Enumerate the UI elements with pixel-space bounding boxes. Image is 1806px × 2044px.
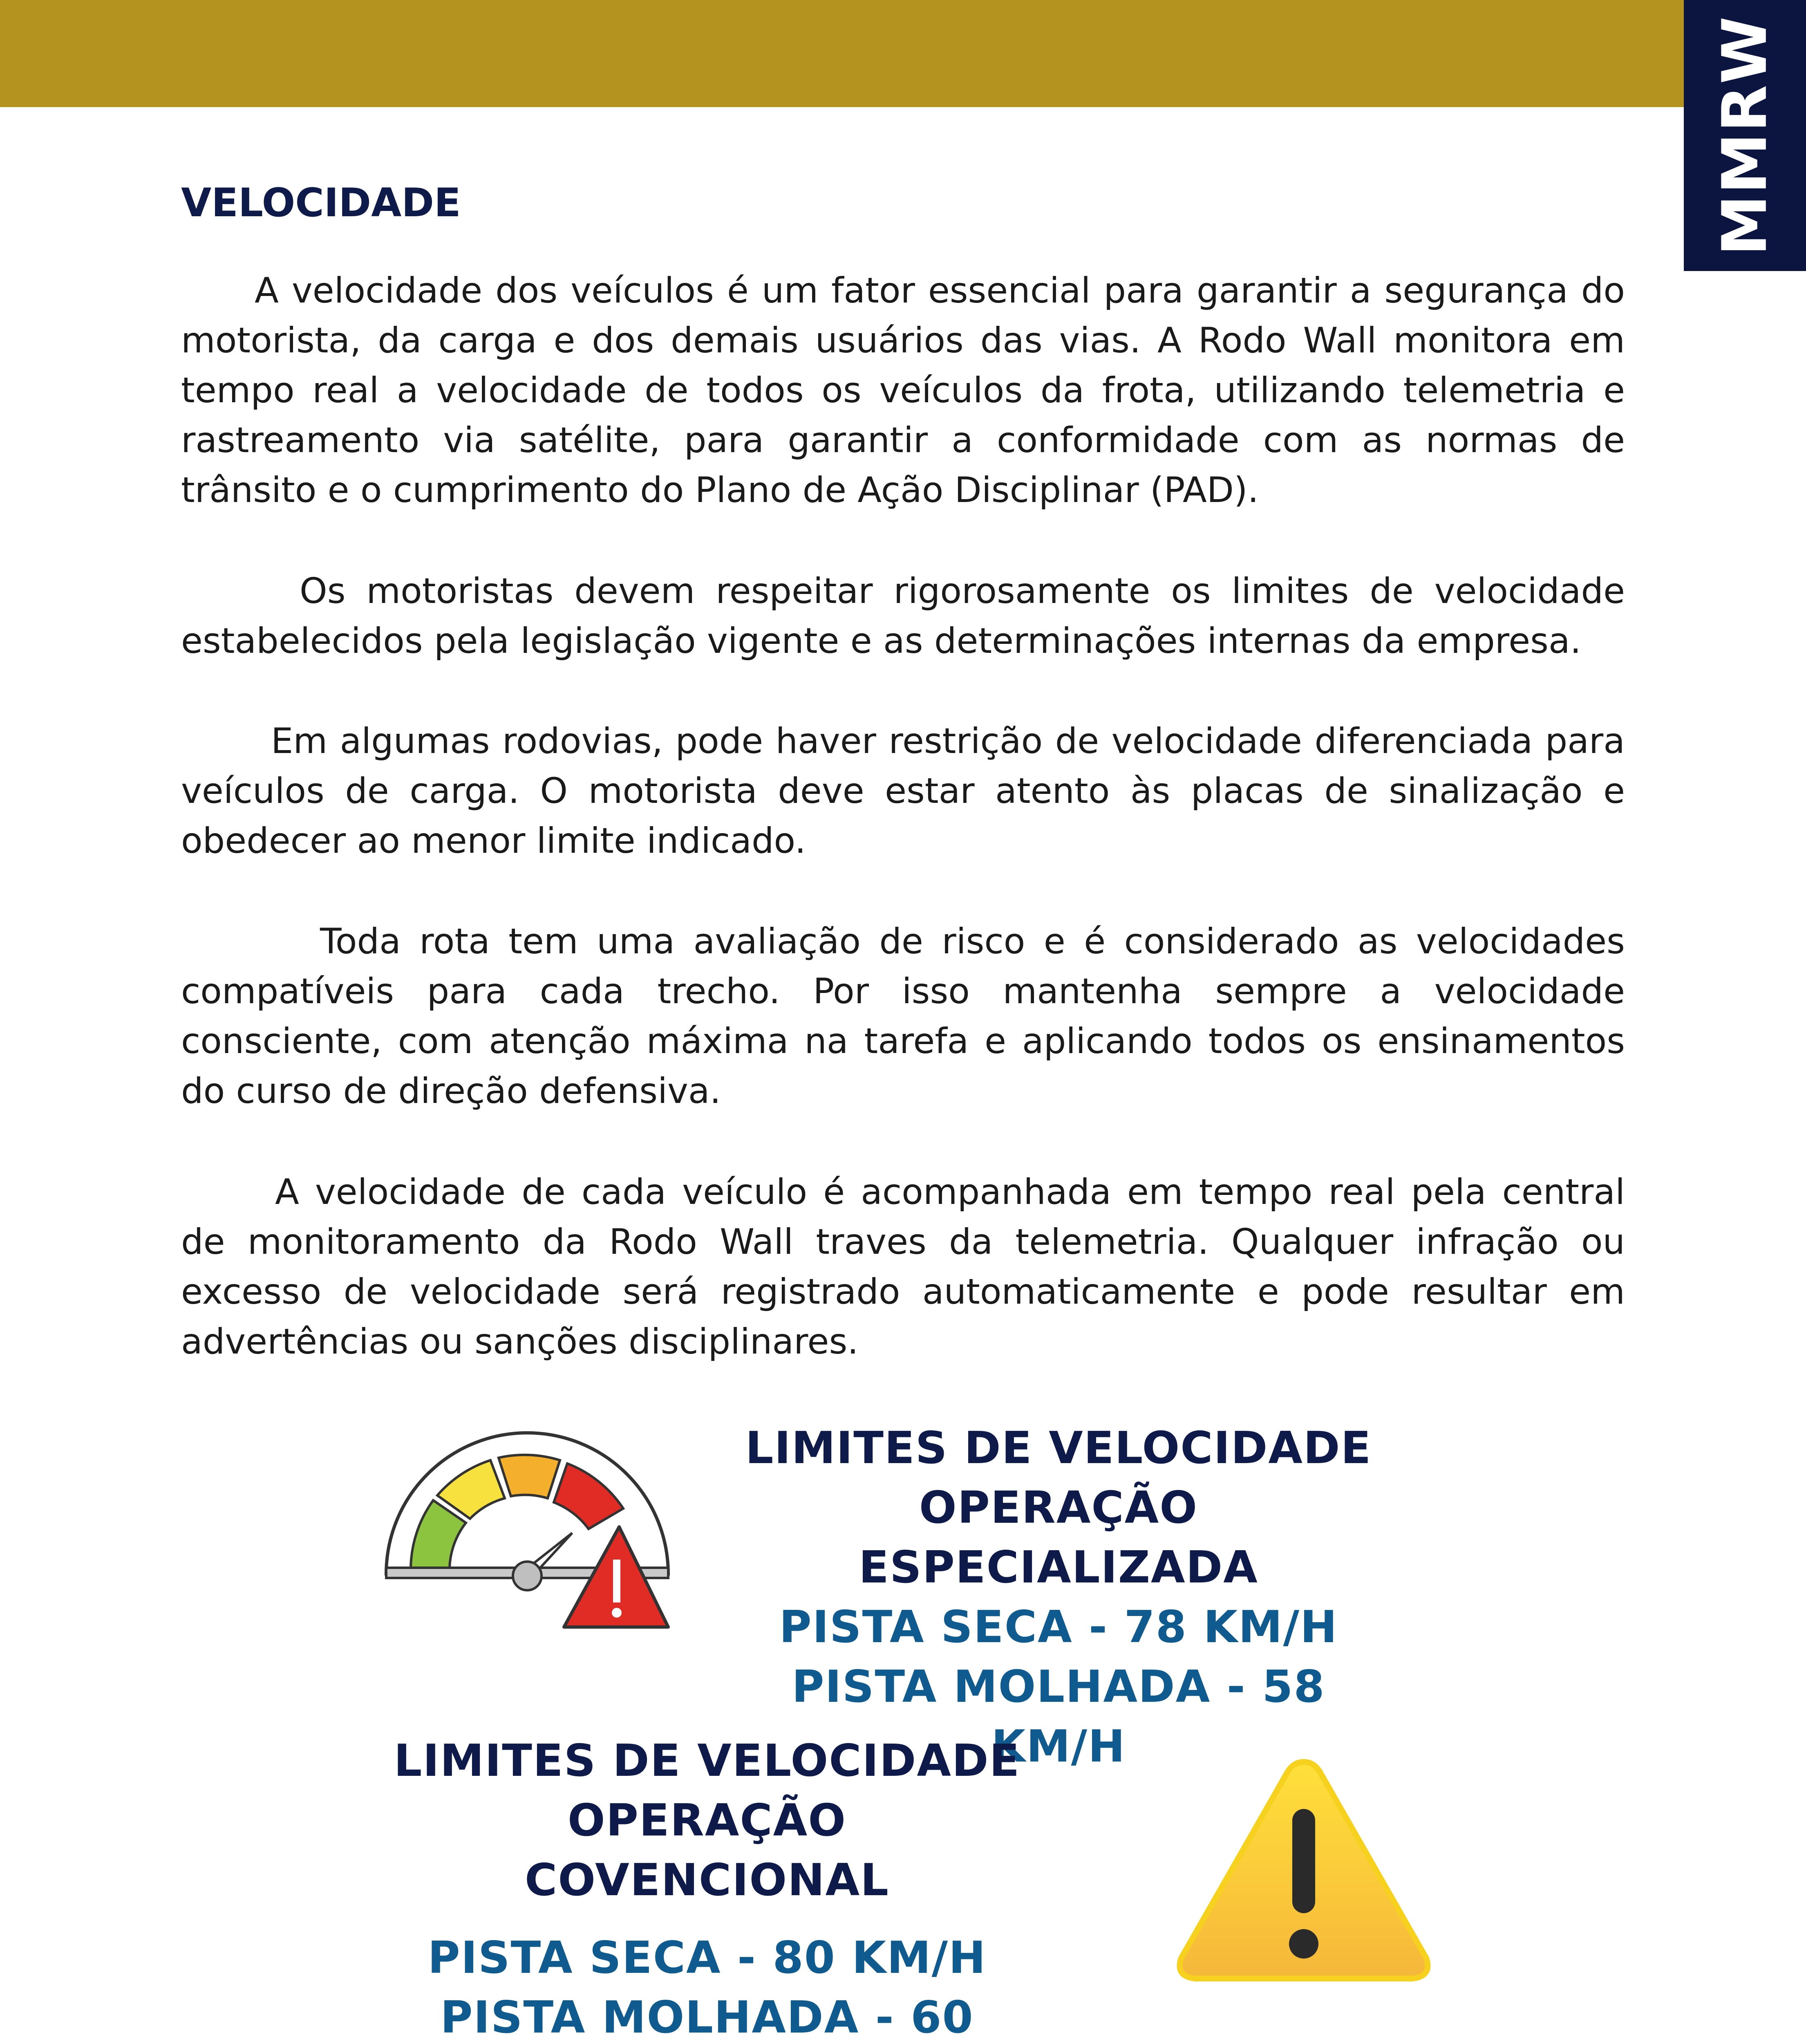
header-bar bbox=[0, 0, 1684, 107]
limits-specialized-title1: LIMITES DE VELOCIDADE bbox=[745, 1423, 1372, 1474]
speedometer-warning-icon bbox=[380, 1423, 683, 1635]
limits-specialized-wet: PISTA MOLHADA - 58 KM/H bbox=[792, 1661, 1325, 1772]
paragraph-2: Os motoristas devem respeitar rigorosamente os limites de velocidade estabelecidos pela legislação vigente e as determinações internas da empresa. bbox=[181, 571, 1625, 661]
limits-conventional-title1: LIMITES DE VELOCIDADE bbox=[394, 1735, 1020, 1786]
limits-conventional-wet: PISTA MOLHADA - 60 bbox=[440, 1992, 974, 2043]
side-tab-label: MMRW bbox=[1709, 15, 1781, 256]
section-title: VELOCIDADE bbox=[181, 180, 461, 226]
limits-conventional bbox=[388, 1731, 1026, 2044]
paragraph-5: A velocidade de cada veículo é acompanhada em tempo real pela central de monitoramento da Rodo Wall traves da telemetria. Qualquer infração ou excesso de velocidade será registrado automaticamente e pode resultar em advertências ou sanções disciplinares. bbox=[181, 1172, 1625, 1362]
paragraph-4: Toda rota tem uma avaliação de risco e é considerado as velocidades compatíveis para cada trecho. Por isso mantenha sempre a velocidade consciente, com atenção máxima na tarefa e aplicando todos os ensinamentos do curso de direção defensiva. bbox=[181, 921, 1625, 1112]
limits-conventional-dry: PISTA SECA - 80 KM/H bbox=[427, 1932, 987, 1983]
limits-conventional-title2: OPERAÇÃO COVENCIONAL bbox=[525, 1795, 889, 1906]
limits-specialized bbox=[727, 1419, 1390, 1777]
side-tab bbox=[1684, 0, 1806, 271]
warning-triangle-icon bbox=[1173, 1754, 1435, 1987]
limits-specialized-dry: PISTA SECA - 78 KM/H bbox=[779, 1602, 1338, 1653]
paragraph-3: Em algumas rodovias, pode haver restrição de velocidade diferenciada para veículos de carga. O motorista deve estar atento às placas de sinalização e obedecer ao menor limite indicado. bbox=[181, 721, 1625, 861]
limits-specialized-title2: OPERAÇÃO ESPECIALIZADA bbox=[859, 1482, 1258, 1593]
paragraph-1: A velocidade dos veículos é um fator essencial para garantir a segurança do motorista, da carga e dos demais usuários das vias. A Rodo Wall monitora em tempo real a velocidade de todos os veículos da frota, utilizando telemetria e rastreamento via satélite, para garantir a conformidade com as normas de trânsito e o cumprimento do Plano de Ação Disciplinar (PAD). bbox=[181, 270, 1625, 511]
